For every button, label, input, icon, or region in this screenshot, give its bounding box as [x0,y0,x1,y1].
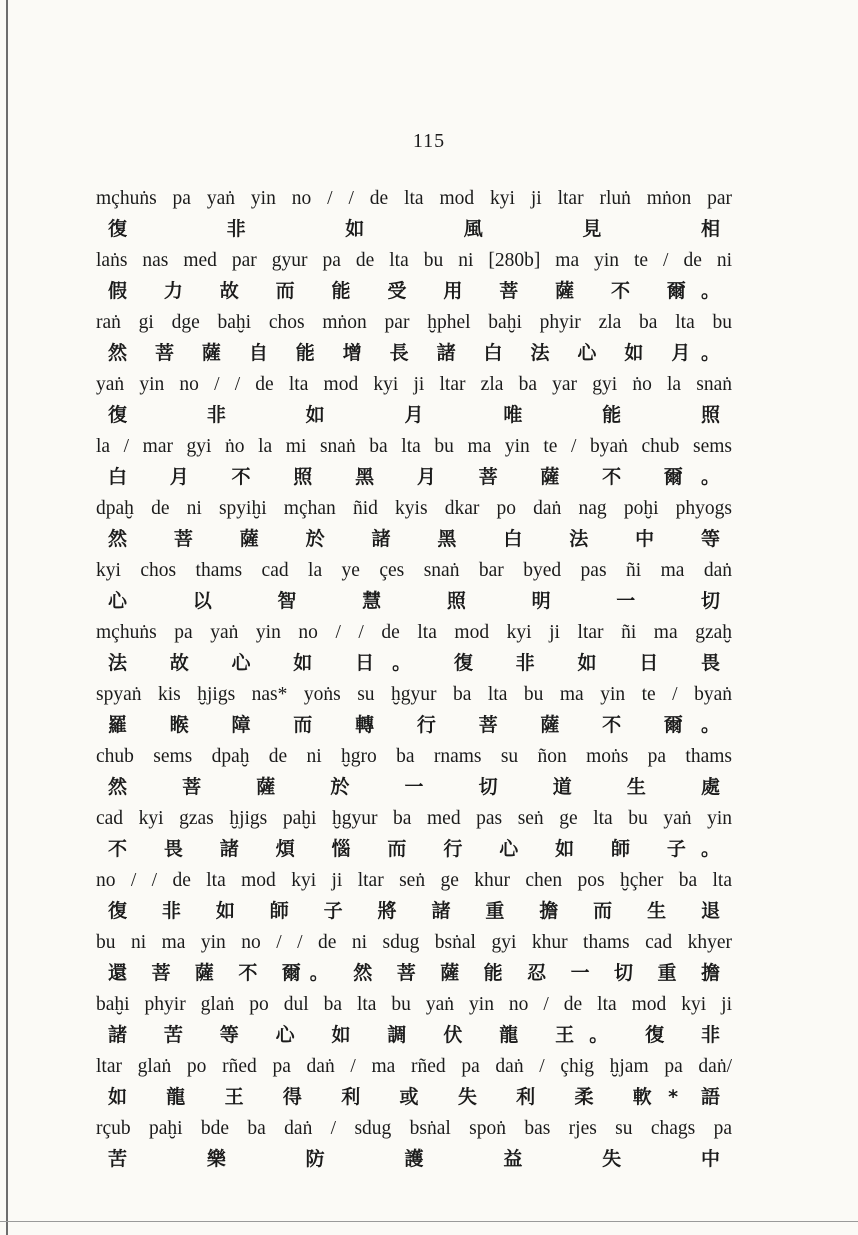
chinese-line: 復 非 如 師 子 將 諸 重 擔 而 生 退 [108,900,720,922]
line-pair [96,988,732,1050]
chinese-line: 不 畏 諸 煩 惱 而 行 心 如 師 子。 [108,838,720,860]
line-pair [96,926,732,988]
line-pair [96,368,732,430]
tibetan-line: mçhuṅs pa yaṅ yin no / / de lta mod kyi ji ltar ñi ma gzaḫ [96,622,732,643]
tibetan-line: cad kyi gzas ḫjigs paḫi ḫgyur ba med pas seṅ ge lta bu yaṅ yin [96,808,732,829]
line-pair [96,306,732,368]
chinese-line: 然 菩 薩 於 一 切 道 生 處 [108,776,720,798]
tibetan-line: mçhuṅs pa yaṅ yin no / / de lta mod kyi ji ltar rluṅ mṅon par [96,188,732,209]
tibetan-line: yaṅ yin no / / de lta mod kyi ji ltar zla ba yar gyi ṅo la snaṅ [96,374,732,395]
line-pair [96,492,732,554]
chinese-line: 還 菩 薩 不 爾。 然 菩 薩 能 忍 一 切 重 擔 [108,962,720,984]
line-pair [96,740,732,802]
chinese-line: 假 力 故 而 能 受 用 菩 薩 不 爾。 [108,280,720,302]
chinese-line: 然 菩 薩 於 諸 黑 白 法 中 等 [108,528,720,550]
tibetan-line: laṅs nas med par gyur pa de lta bu ni [280b] ma yin te / de ni [96,250,732,271]
chinese-line: 羅 睺 障 而 轉 行 菩 薩 不 爾。 [108,714,720,736]
page-bottom-edge [0,1221,858,1222]
chinese-line: 心 以 智 慧 照 明 一 切 [108,590,720,612]
chinese-line: 復 非 如 月 唯 能 照 [108,404,720,426]
line-pair [96,1050,732,1112]
tibetan-line: raṅ gi dge baḫi chos mṅon par ḫphel baḫi phyir zla ba lta bu [96,312,732,333]
page-number: 115 [412,130,446,152]
line-pair [96,1112,732,1174]
tibetan-line: kyi chos thams cad la ye çes snaṅ bar byed pas ñi ma daṅ [96,560,732,581]
page-edge [6,0,8,1235]
interlinear-text [96,182,732,1174]
tibetan-line: baḫi phyir glaṅ po dul ba lta bu yaṅ yin no / de lta mod kyi ji [96,994,732,1015]
line-pair [96,864,732,926]
chinese-line: 諸 苦 等 心 如 調 伏 龍 王。 復 非 [108,1024,720,1046]
line-pair [96,802,732,864]
line-pair [96,678,732,740]
tibetan-line: rçub paḫi bde ba daṅ / sdug bsṅal spoṅ bas rjes su chags pa [96,1118,732,1139]
chinese-line: 然 菩 薩 自 能 增 長 諸 白 法 心 如 月。 [108,342,720,364]
chinese-line: 復 非 如 風 見 相 [108,218,720,240]
chinese-line: 如 龍 王 得 利 或 失 利 柔 軟* 語 [108,1086,720,1108]
chinese-line: 苦 樂 防 護 益 失 中 [108,1148,720,1170]
tibetan-line: ltar glaṅ po rñed pa daṅ / ma rñed pa daṅ / çhig ḫjam pa daṅ/ [96,1056,732,1077]
tibetan-line: chub sems dpaḫ de ni ḫgro ba rnams su ñon moṅs pa thams [96,746,732,767]
tibetan-line: bu ni ma yin no / / de ni sdug bsṅal gyi khur thams cad khyer [96,932,732,953]
line-pair [96,244,732,306]
line-pair [96,554,732,616]
line-pair [96,182,732,244]
tibetan-line: no / / de lta mod kyi ji ltar seṅ ge khur chen pos ḫçher ba lta [96,870,732,891]
line-pair [96,430,732,492]
chinese-line: 法 故 心 如 日。 復 非 如 日 畏 [108,652,720,674]
tibetan-line: spyaṅ kis ḫjigs nas* yoṅs su ḫgyur ba lta bu ma yin te / byaṅ [96,684,732,705]
chinese-line: 白 月 不 照 黑 月 菩 薩 不 爾。 [108,466,720,488]
tibetan-line: dpaḫ de ni spyiḫi mçhan ñid kyis dkar po daṅ nag poḫi phyogs [96,498,732,519]
line-pair [96,616,732,678]
tibetan-line: la / mar gyi ṅo la mi snaṅ ba lta bu ma yin te / byaṅ chub sems [96,436,732,457]
